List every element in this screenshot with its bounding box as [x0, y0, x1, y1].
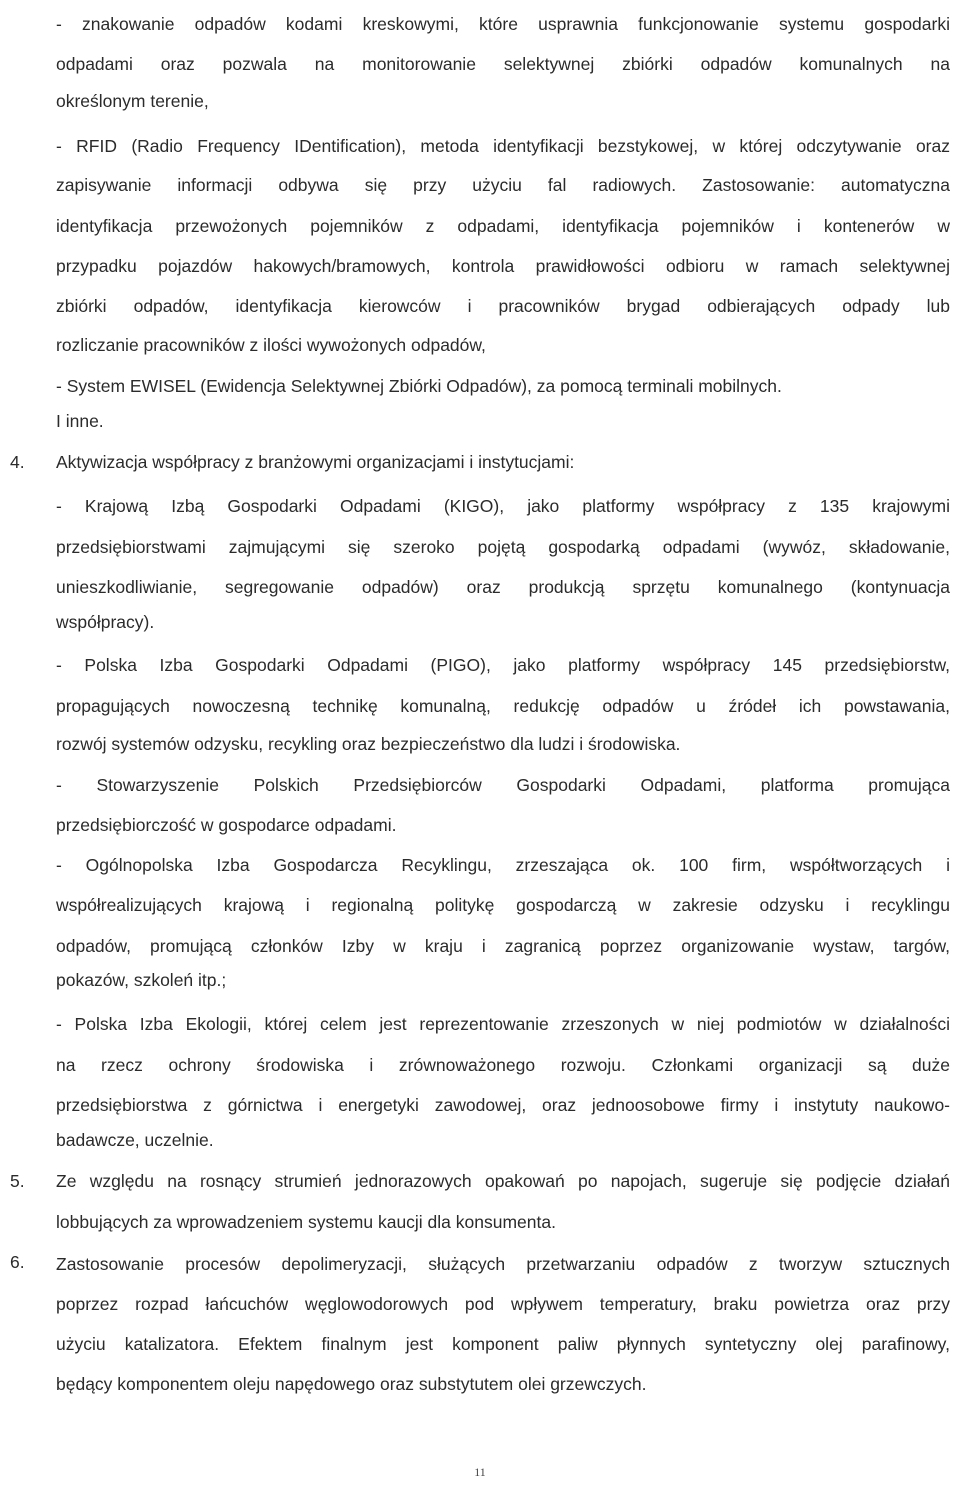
text-line: przedsiębiorstwa z górnictwa i energetyki zawodowej, oraz jednoosobowe firmy i instytuty naukowo- [56, 1095, 950, 1115]
text-line: - Polska Izba Gospodarki Odpadami (PIGO), jako platformy współpracy 145 przedsiębiorstw, [56, 655, 950, 675]
text-line: identyfikacja przewożonych pojemników z odpadami, identyfikacja pojemników i kontenerów w [56, 216, 950, 236]
text-line: współrealizujących krajową i regionalną politykę gospodarczą w zakresie odzysku i recyklingu [56, 895, 950, 915]
text-line: - Krajową Izbą Gospodarki Odpadami (KIGO), jako platformy współpracy z 135 krajowymi [56, 496, 950, 516]
text-line: - znakowanie odpadów kodami kreskowymi, które usprawnia funkcjonowanie systemu gospodarki [56, 14, 950, 34]
text-line: zapisywanie informacji odbywa się przy użyciu fal radiowych. Zastosowanie: automatyczna [56, 175, 950, 195]
text-line: określonym terenie, [56, 91, 209, 111]
text-line: rozliczanie pracowników z ilości wywożonych odpadów, [56, 335, 486, 355]
text-line: - Stowarzyszenie Polskich Przedsiębiorców Gospodarki Odpadami, platforma promująca [56, 775, 950, 795]
text-line: - Ogólnopolska Izba Gospodarcza Recyklingu, zrzeszająca ok. 100 firm, współtworzących i [56, 855, 950, 875]
text-line: będący komponentem oleju napędowego oraz substytutem olei grzewczych. [56, 1374, 647, 1394]
list-number: 4. [10, 452, 25, 472]
text-line: zbiórki odpadów, identyfikacja kierowców i pracowników brygad odbierających odpady lub [56, 296, 950, 316]
text-line: lobbujących za wprowadzeniem systemu kaucji dla konsumenta. [56, 1212, 556, 1232]
text-line: unieszkodliwianie, segregowanie odpadów) oraz produkcją sprzętu komunalnego (kontynuacja [56, 577, 950, 597]
text-line: - RFID (Radio Frequency IDentification), metoda identyfikacji bezstykowej, w której odczytywanie oraz [56, 136, 950, 156]
list-number: 5. [10, 1171, 25, 1191]
text-line: na rzecz ochrony środowiska i zrównoważonego rozwoju. Członkami organizacji są duże [56, 1055, 950, 1075]
text-line: Ze względu na rosnący strumień jednorazowych opakowań po napojach, sugeruje się podjęcie działań [56, 1171, 950, 1191]
text-line: poprzez rozpad łańcuchów węglowodorowych pod wpływem temperatury, braku powietrza oraz przy [56, 1294, 950, 1314]
text-line: pokazów, szkoleń itp.; [56, 970, 227, 990]
text-line: Zastosowanie procesów depolimeryzacji, służących przetwarzaniu odpadów z tworzyw sztucznych [56, 1254, 950, 1274]
text-line: odpadami oraz pozwala na monitorowanie selektywnej zbiórki odpadów komunalnych na [56, 54, 950, 74]
list-item-heading: Aktywizacja współpracy z branżowymi organizacjami i instytucjami: [56, 452, 575, 472]
text-line: użyciu katalizatora. Efektem finalnym jest komponent paliw płynnych syntetyczny olej parafinowy, [56, 1334, 950, 1354]
text-line: I inne. [56, 411, 104, 431]
text-line: propagujących nowoczesną technikę komunalną, redukcję odpadów u źródeł ich powstawania, [56, 696, 950, 716]
text-line: odpadów, promującą członków Izby w kraju i zagranicą poprzez organizowanie wystaw, targów, [56, 936, 950, 956]
text-line: przedsiębiorczość w gospodarce odpadami. [56, 815, 397, 835]
text-line: - System EWISEL (Ewidencja Selektywnej Zbiórki Odpadów), za pomocą terminali mobilnych. [56, 376, 782, 396]
text-line: przedsiębiorstwami zajmującymi się szeroko pojętą gospodarką odpadami (wywóz, składowanie, [56, 537, 950, 557]
text-line: badawcze, uczelnie. [56, 1130, 214, 1150]
text-line: rozwój systemów odzysku, recykling oraz bezpieczeństwo dla ludzi i środowiska. [56, 734, 681, 754]
text-line: współpracy). [56, 612, 155, 632]
text-line: - Polska Izba Ekologii, której celem jest reprezentowanie zrzeszonych w niej podmiotów w działalności [56, 1014, 950, 1034]
list-number: 6. [10, 1252, 25, 1272]
text-line: przypadku pojazdów hakowych/bramowych, kontrola prawidłowości odbioru w ramach selektywnej [56, 256, 950, 276]
page-number: 11 [474, 1465, 486, 1479]
